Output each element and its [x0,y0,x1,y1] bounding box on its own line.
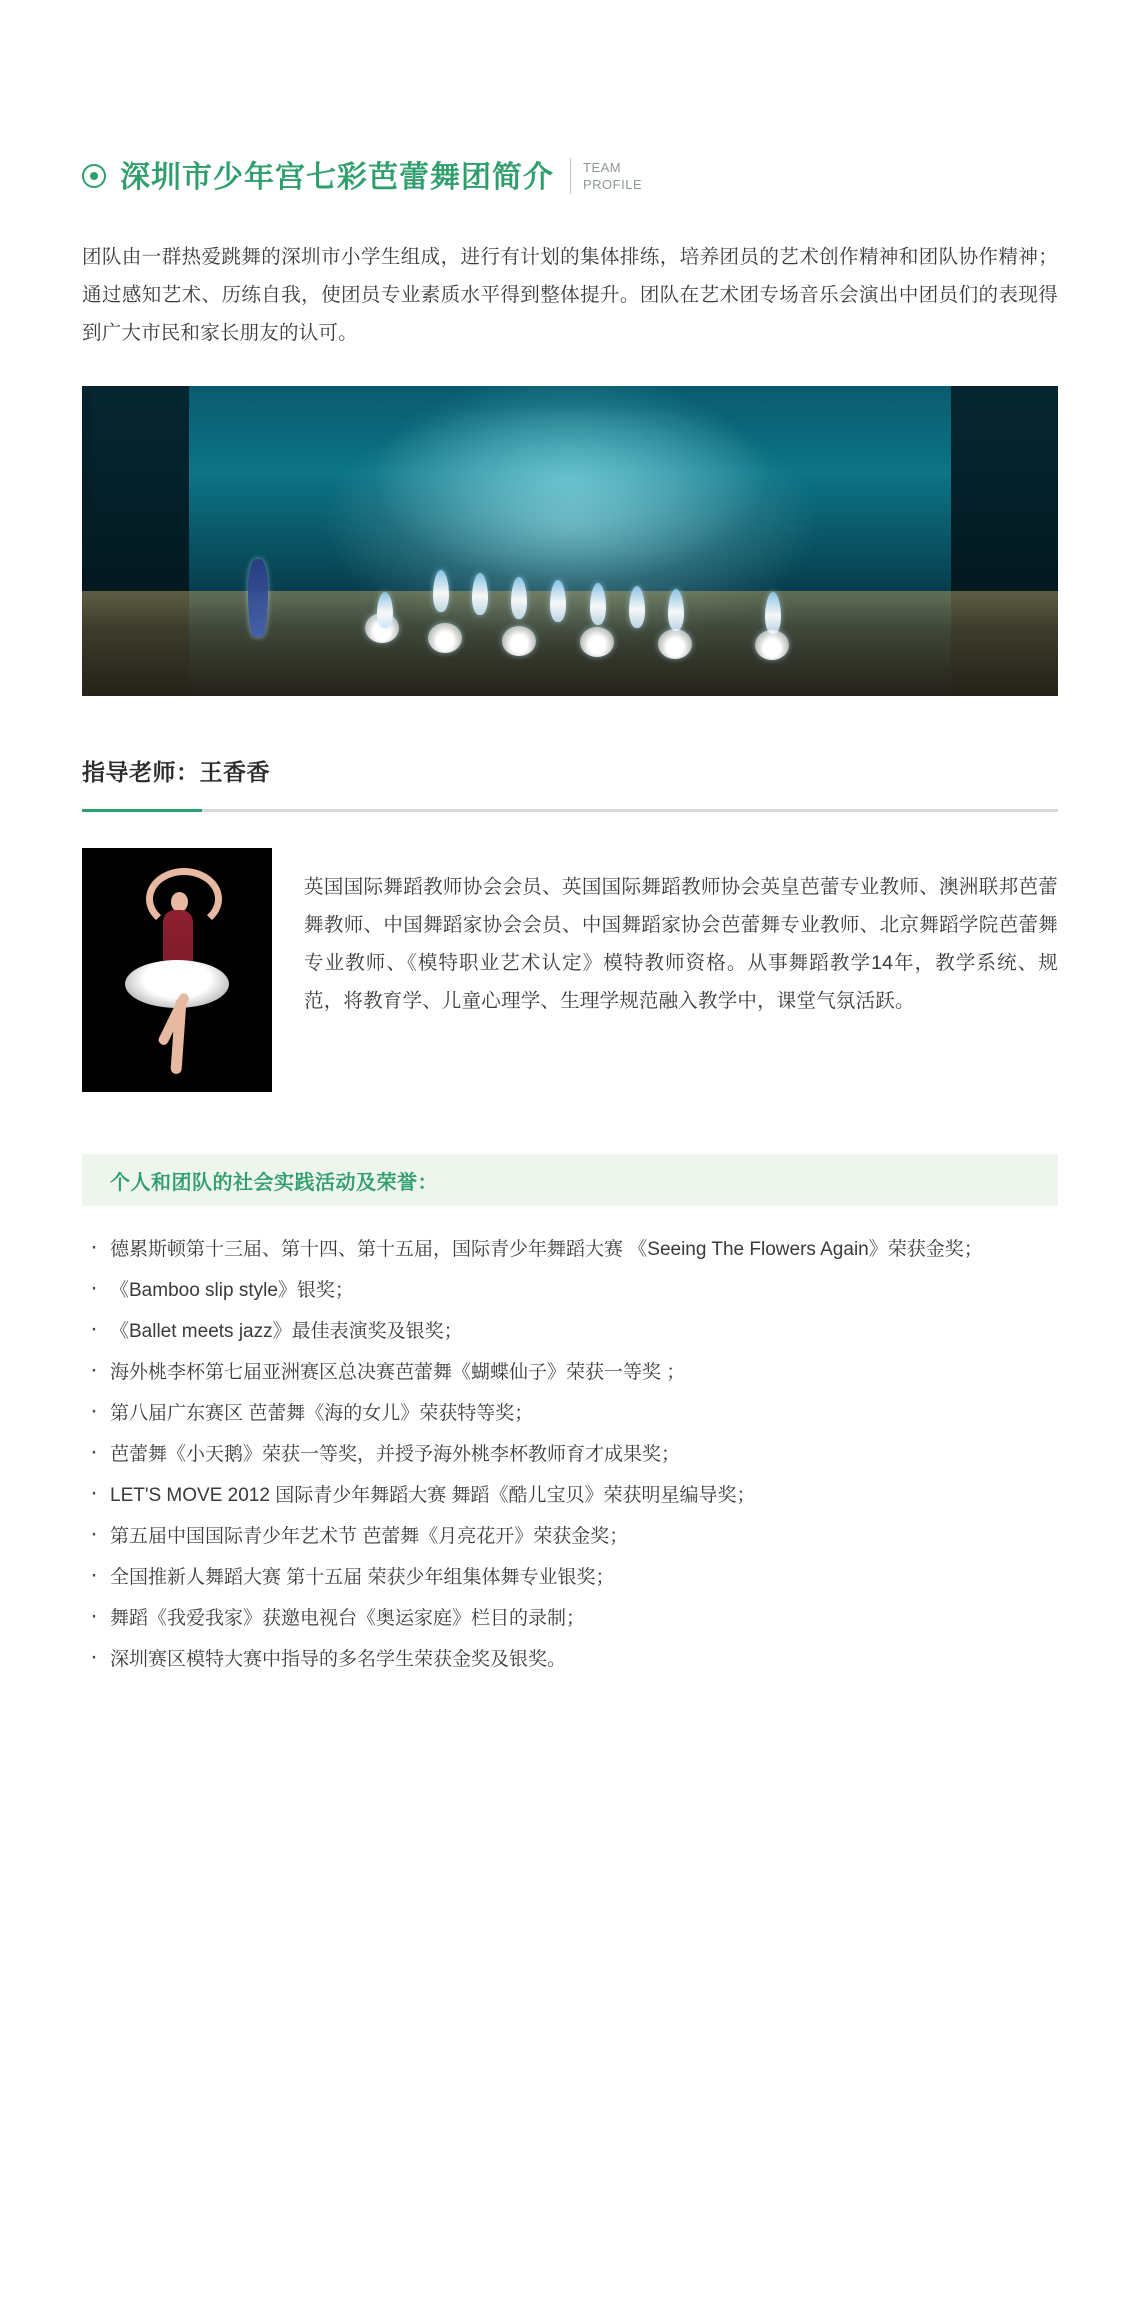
header-divider [570,158,571,194]
teacher-section [82,848,1058,1092]
dancer-figure [668,589,684,631]
intro-paragraph: 团队由一群热爱跳舞的深圳市小学生组成，进行有计划的集体排练，培养团员的艺术创作精神和团队协作精神；通过感知艺术、历练自我，使团员专业素质水平得到整体提升。团队在艺术团专场音乐会演出中团员们的表现得到广大市民和家长朋友的认可。 [82,246,1058,344]
dancer-figure [590,583,606,625]
portrait-head [171,892,188,912]
page-bottom-spacer [82,1683,1058,1803]
list-item: · 第八届广东赛区 芭蕾舞《海的女儿》荣获特等奖； [82,1396,1058,1432]
stage-performance-photo [82,386,1058,696]
honors-list [82,1232,1058,1678]
dancer-figure [428,623,462,653]
dancer-figure [502,626,536,656]
teacher-biography: 英国国际舞蹈教师协会会员、英国国际舞蹈教师协会英皇芭蕾专业教师、澳洲联邦芭蕾舞教师、中国舞蹈家协会会员、中国舞蹈家协会芭蕾舞专业教师、北京舞蹈学院芭蕾舞专业教师、《模特职业艺术认定》模特教师资格。从事舞蹈教学14年，教学系统、规范，将教育学、儿童心理学、生理学规范融入教学中，课堂气氛活跃。 [304,875,1058,1012]
stage-floor [82,591,1058,696]
list-item: · 海外桃李杯第七届亚洲赛区总决赛芭蕾舞《蝴蝶仙子》荣获一等奖 ； [82,1355,1058,1391]
teacher-section-title: 指导老师：王香香 [82,759,270,785]
list-item: · 舞蹈《我爱我家》获邀电视台《奥运家庭》栏目的录制； [82,1601,1058,1637]
dancer-figure [377,592,393,628]
teacher-section-divider [82,809,1058,812]
dancer-figure [248,559,268,637]
dancer-figure [580,627,614,657]
list-item: · 《Ballet meets jazz》最佳表演奖及银奖； [82,1314,1058,1350]
list-item: · LET'S MOVE 2012 国际青少年舞蹈大赛 舞蹈《酷儿宝贝》荣获明星编导奖； [82,1478,1058,1514]
teacher-portrait-photo [82,848,272,1092]
page-title: 深圳市少年宫七彩芭蕾舞团简介 [120,161,554,194]
header-subtitle-line2: PROFILE [583,177,643,192]
honors-banner-title: 个人和团队的社会实践活动及荣誉： [110,1171,438,1194]
header-subtitle-line1: TEAM [583,160,622,175]
target-dot-icon [82,164,106,188]
section-header [82,0,1058,196]
list-item: · 《Bamboo slip style》银奖； [82,1273,1058,1309]
list-item: · 芭蕾舞《小天鹅》荣获一等奖，并授予海外桃李杯教师育才成果奖； [82,1437,1058,1473]
header-subtitle [583,159,642,193]
list-item: · 德累斯顿第十三届、第十四、第十五届，国际青少年舞蹈大赛 《Seeing The Flowers Again》荣获金奖； [82,1232,1058,1268]
dancer-figure [629,586,645,628]
list-item: · 深圳赛区模特大赛中指导的多名学生荣获金奖及银奖。 [82,1642,1058,1678]
dancer-figure [658,629,692,659]
list-item: · 第五届中国国际青少年艺术节 芭蕾舞《月亮花开》荣获金奖； [82,1519,1058,1555]
list-item: · 全国推新人舞蹈大赛 第十五届 荣获少年组集体舞专业银奖； [82,1560,1058,1596]
honors-banner [82,1154,1058,1206]
